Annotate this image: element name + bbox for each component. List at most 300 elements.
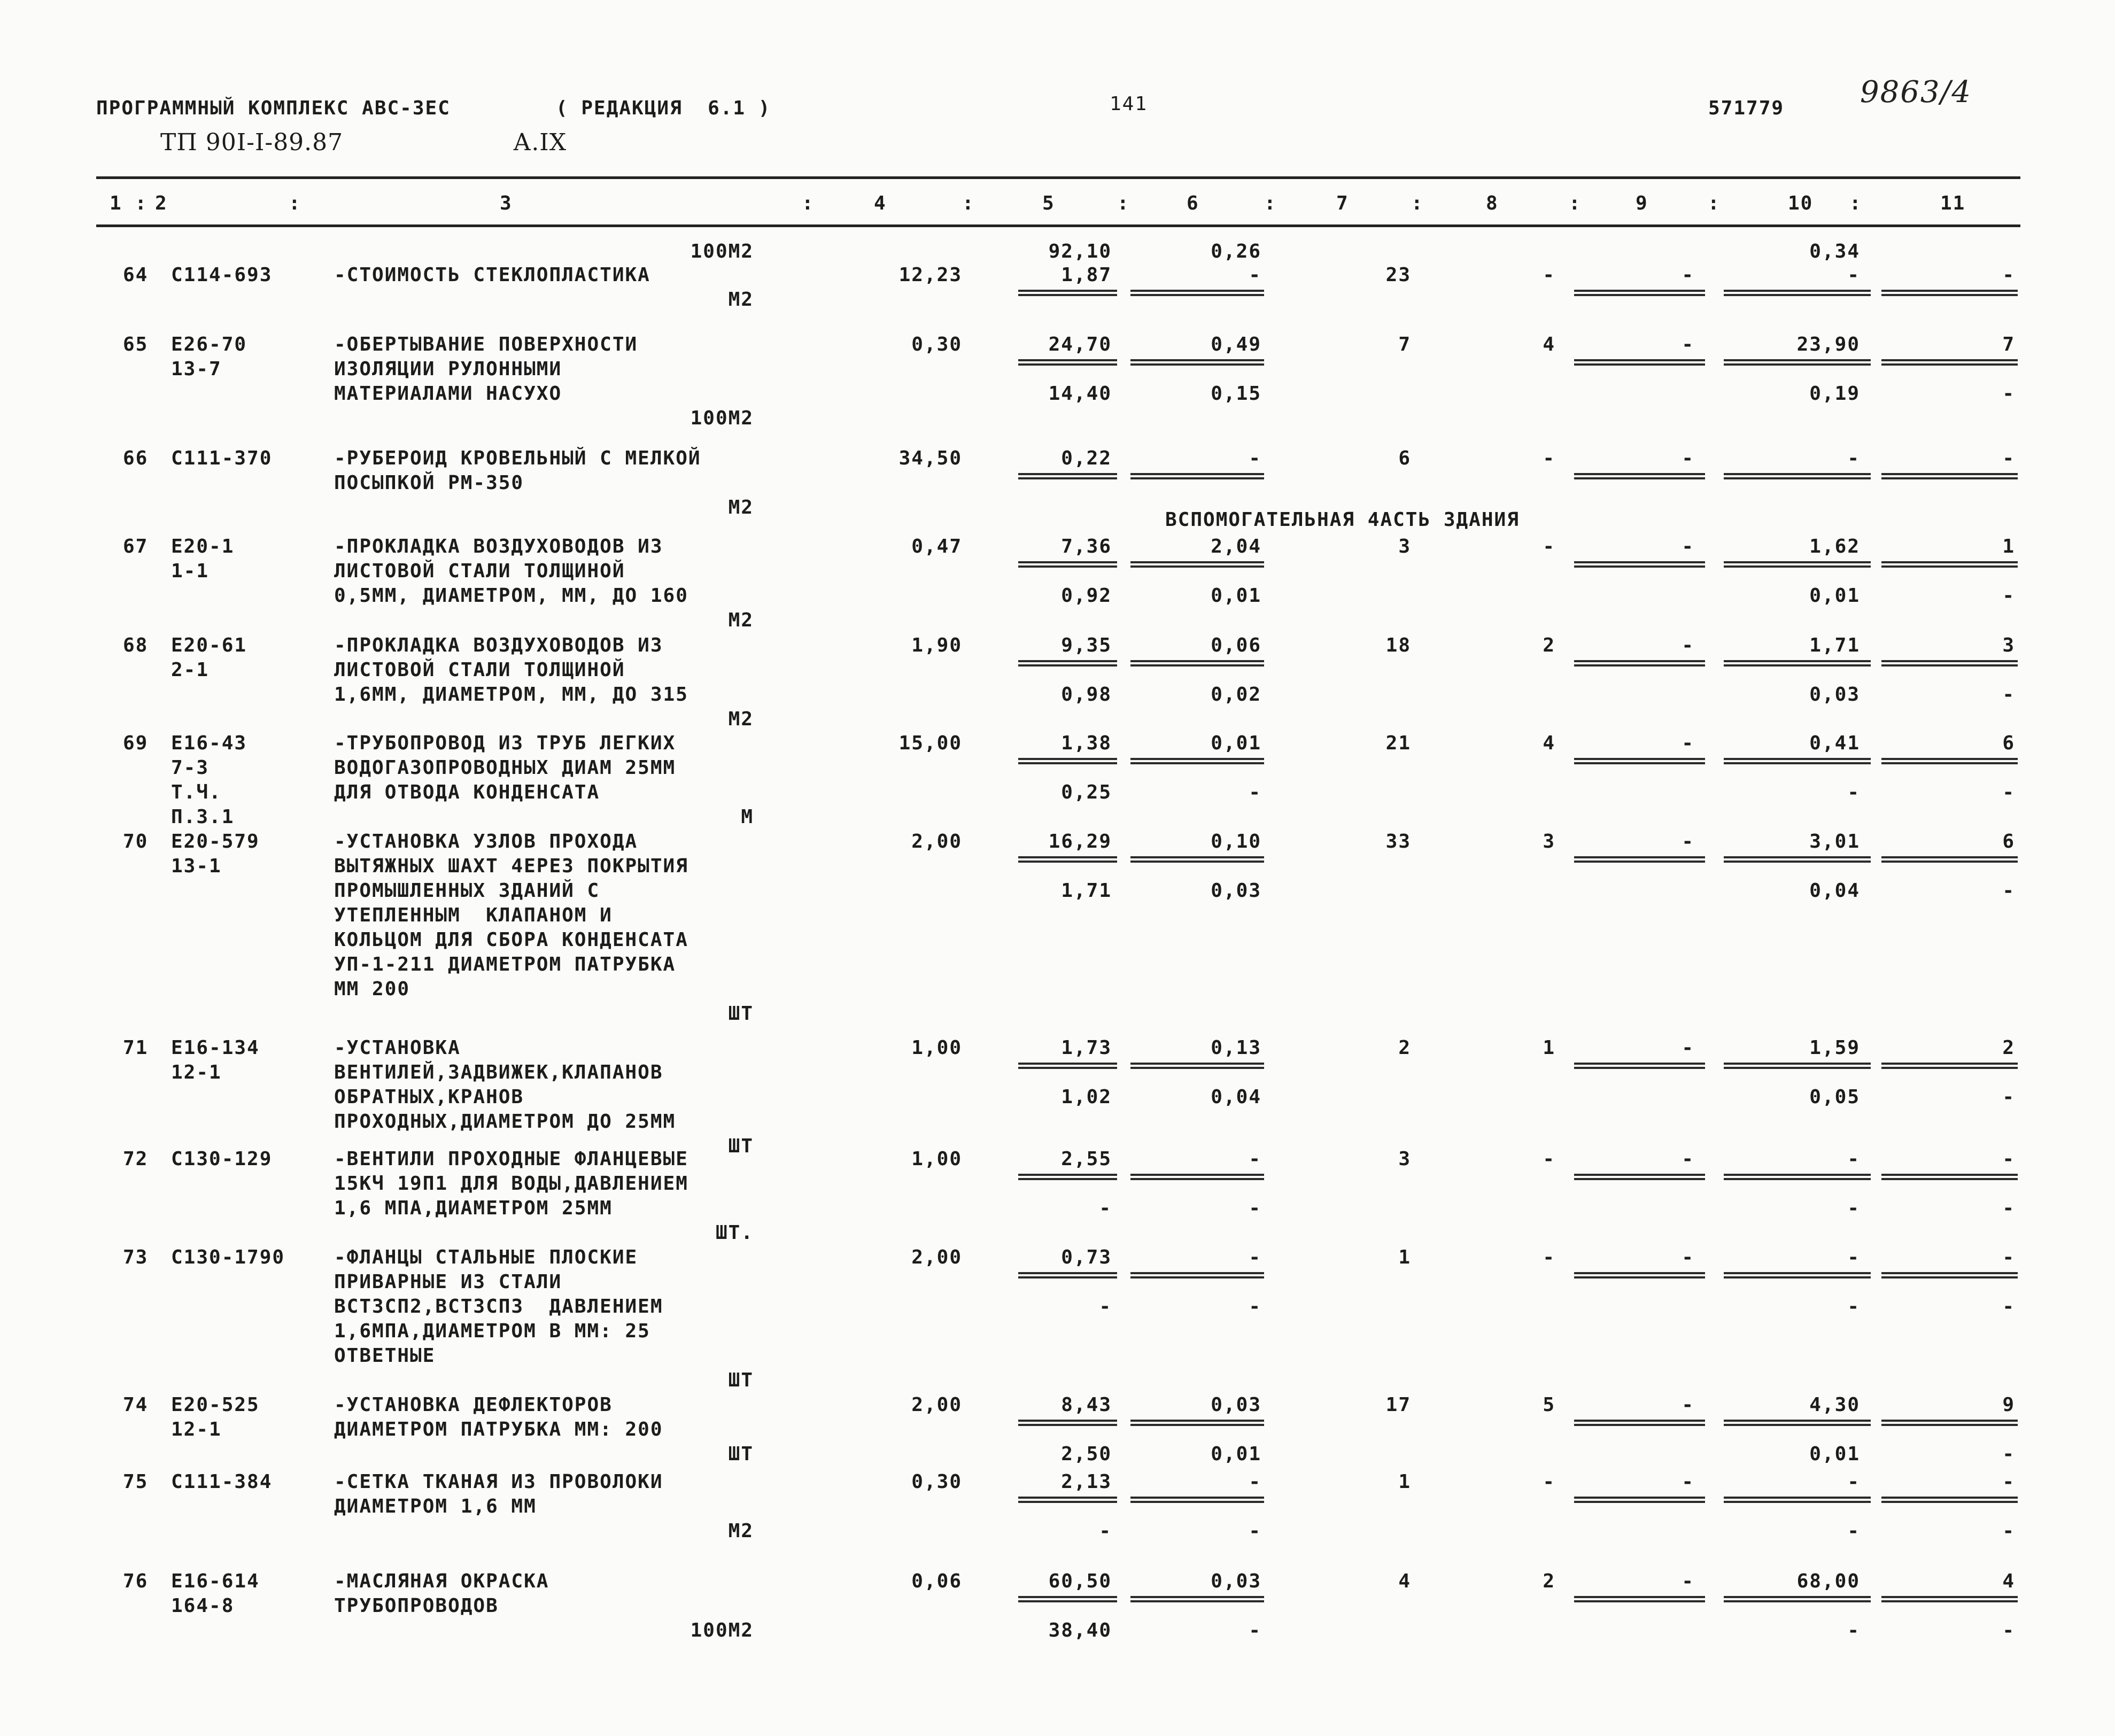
row-number: 74 (123, 1394, 149, 1416)
cell-c10b: 0,05 (1809, 1086, 1860, 1108)
cell-c7: 21 (1385, 732, 1411, 754)
column-header-cell: 1 : (110, 192, 148, 214)
cell-underline (1130, 1067, 1264, 1069)
column-header-cell: 7 (1336, 192, 1349, 214)
cell-underline (1574, 1276, 1705, 1278)
cell-underline (1130, 561, 1264, 563)
unit-label: ШТ. (715, 1222, 754, 1244)
unit-label: М (741, 806, 754, 828)
cell-underline (1881, 1178, 2018, 1180)
unit-label: М2 (728, 708, 754, 730)
cell-c6b: 0,04 (1211, 1086, 1261, 1108)
cell-total-cost: 0,34 (1809, 241, 1860, 262)
unit-label: 100М2 (690, 1619, 754, 1641)
cell-underline (1018, 758, 1117, 760)
cell-c6b: 0,03 (1211, 880, 1261, 902)
cell-underline (1881, 565, 2018, 568)
unit-label: 100М2 (690, 241, 754, 262)
cell-underline (1018, 359, 1117, 361)
cell-c11: - (2002, 264, 2015, 286)
estimate-code: 13-7 (171, 358, 222, 380)
work-name: ТРУБОПРОВОДОВ (334, 1595, 499, 1617)
cell-underline (1724, 660, 1871, 662)
cell-underline (1018, 1501, 1117, 1503)
cell-c11: 2 (2002, 1037, 2015, 1059)
cell-underline (1574, 565, 1705, 568)
cell-underline (1724, 1178, 1871, 1180)
cell-machine-cost: 0,26 (1211, 241, 1261, 262)
cell-underline (1574, 363, 1705, 366)
cell-quantity: 1,00 (911, 1037, 962, 1059)
row-number: 65 (123, 334, 149, 355)
cell-underline (1018, 1276, 1117, 1278)
estimate-code: 13-1 (171, 855, 222, 877)
row-number: 76 (123, 1570, 149, 1592)
row-number: 69 (123, 732, 149, 754)
cell-c5b: 0,98 (1061, 684, 1112, 706)
estimate-code: 1-1 (171, 560, 210, 582)
cell-c10: 0,41 (1809, 732, 1860, 754)
estimate-code: П.3.1 (171, 806, 235, 828)
cell-c5: 2,13 (1061, 1471, 1112, 1493)
estimate-code: Е26-70 (171, 334, 247, 355)
cell-quantity: 1,00 (911, 1148, 962, 1170)
cell-underline (1130, 363, 1264, 366)
cell-c11b: - (2002, 1619, 2015, 1641)
column-header-cell: 3 (500, 192, 513, 214)
cell-underline (1881, 561, 2018, 563)
cell-underline (1130, 1596, 1264, 1598)
cell-underline (1130, 294, 1264, 296)
cell-underline (1018, 477, 1117, 479)
cell-c10b: - (1847, 781, 1860, 803)
cell-underline (1574, 758, 1705, 760)
work-name: КОЛЬЦОМ ДЛЯ СБОРА КОНДЕНСАТА (334, 929, 688, 951)
cell-c8: - (1543, 536, 1555, 557)
cell-c6: 2,04 (1211, 536, 1261, 557)
cell-underline (1018, 1174, 1117, 1176)
work-name: ДЛЯ ОТВОДА КОНДЕНСАТА (334, 781, 600, 803)
cell-c5: 1,73 (1061, 1037, 1112, 1059)
cell-c11b: - (2002, 1443, 2015, 1465)
column-header-cell: : (1411, 192, 1424, 214)
cell-c6: 0,06 (1211, 634, 1261, 656)
cell-underline (1881, 1424, 2018, 1426)
work-name: -СЕТКА ТКАНАЯ ИЗ ПРОВОЛОКИ (334, 1471, 663, 1493)
work-name: -ВЕНТИЛИ ПРОХОДНЫЕ ФЛАНЦЕВЫЕ (334, 1148, 688, 1170)
cell-c6: - (1249, 1148, 1261, 1170)
cell-underline (1724, 1596, 1871, 1598)
cell-underline (1130, 1272, 1264, 1274)
work-name: -УСТАНОВКА УЗЛОВ ПРОХОДА (334, 831, 638, 852)
cell-c5: 9,35 (1061, 634, 1112, 656)
cell-underline (1018, 1063, 1117, 1065)
cell-c7: 4 (1398, 1570, 1411, 1592)
cell-underline (1881, 477, 2018, 479)
estimate-code: 7-3 (171, 757, 210, 779)
cell-underline (1018, 1596, 1117, 1598)
cell-underline (1018, 290, 1117, 292)
cell-underline (1724, 1067, 1871, 1069)
column-header-cell: : (1264, 192, 1277, 214)
cell-underline (1881, 1596, 2018, 1598)
cell-c11b: - (2002, 880, 2015, 902)
cell-underline (1130, 477, 1264, 479)
cell-underline (1724, 1174, 1871, 1176)
estimate-code: Е20-525 (171, 1394, 260, 1416)
cell-underline (1130, 565, 1264, 568)
cell-c5: 60,50 (1048, 1570, 1112, 1592)
cell-c5b: 1,71 (1061, 880, 1112, 902)
column-header-cell: 11 (1940, 192, 1966, 214)
cell-c7: 1 (1398, 1246, 1411, 1268)
column-header-cell: 6 (1187, 192, 1199, 214)
cell-c8: - (1543, 1471, 1555, 1493)
cell-underline (1018, 1067, 1117, 1069)
cell-c8: 1 (1543, 1037, 1555, 1059)
cell-c9: - (1682, 334, 1694, 355)
edition-label: ( РЕДАКЦИЯ 6.1 ) (556, 97, 771, 119)
cell-underline (1724, 290, 1871, 292)
cell-underline (1724, 363, 1871, 366)
cell-c10b: 0,01 (1809, 1443, 1860, 1465)
cell-underline (1724, 1063, 1871, 1065)
cell-c8: - (1543, 264, 1555, 286)
section-note: ВСПОМОГАТЕЛЬНАЯ 4АСТЬ ЗДАНИЯ (1165, 509, 1520, 531)
cell-c10: - (1847, 1471, 1860, 1493)
work-name: -ПРОКЛАДКА ВОЗДУХОВОДОВ ИЗ (334, 536, 663, 557)
cell-underline (1130, 664, 1264, 666)
cell-underline (1881, 1063, 2018, 1065)
work-name: УТЕПЛЕННЫМ КЛАПАНОМ И (334, 904, 613, 926)
cell-c6b: 0,02 (1211, 684, 1261, 706)
program-title: ПРОГРАММНЫЙ КОМПЛЕКС АВС-ЗЕС (96, 97, 451, 119)
page-number: 141 (1110, 93, 1148, 115)
cell-underline (1574, 473, 1705, 475)
cell-underline (1130, 1178, 1264, 1180)
cell-underline (1574, 1420, 1705, 1422)
estimate-code: 12-1 (171, 1061, 222, 1083)
cell-underline (1130, 1420, 1264, 1422)
cell-underline (1574, 861, 1705, 863)
cell-underline (1724, 1420, 1871, 1422)
cell-c9: - (1682, 447, 1694, 469)
estimate-code: 2-1 (171, 659, 210, 681)
cell-underline (1574, 290, 1705, 292)
cell-underline (1881, 359, 2018, 361)
cell-c11: 3 (2002, 634, 2015, 656)
cell-c11b: - (2002, 1086, 2015, 1108)
cell-quantity: 34,50 (898, 447, 962, 469)
cell-c11b: - (2002, 383, 2015, 405)
cell-underline (1130, 660, 1264, 662)
cell-underline (1018, 861, 1117, 863)
cell-underline (1724, 561, 1871, 563)
cell-c11: 4 (2002, 1570, 2015, 1592)
cell-c5: 24,70 (1048, 334, 1112, 355)
row-number: 68 (123, 634, 149, 656)
cell-c8: - (1543, 1246, 1555, 1268)
cell-underline (1724, 1600, 1871, 1602)
cell-underline (1018, 1424, 1117, 1426)
estimate-code: С111-370 (171, 447, 273, 469)
cell-underline (1724, 861, 1871, 863)
cell-c10b: 0,04 (1809, 880, 1860, 902)
cell-c5: 2,55 (1061, 1148, 1112, 1170)
cell-quantity: 2,00 (911, 1394, 962, 1416)
cell-c5: 8,43 (1061, 1394, 1112, 1416)
unit-label: ШТ (728, 1003, 754, 1025)
cell-underline (1574, 1501, 1705, 1503)
estimate-code: 12-1 (171, 1419, 222, 1440)
cell-c11b: - (2002, 684, 2015, 706)
cell-underline (1574, 1067, 1705, 1069)
cell-underline (1130, 1497, 1264, 1499)
cell-underline (1881, 294, 2018, 296)
cell-c10: 23,90 (1796, 334, 1860, 355)
cell-underline (1881, 758, 2018, 760)
cell-c5: 1,87 (1061, 264, 1112, 286)
cell-underline (1574, 294, 1705, 296)
cell-c9: - (1682, 264, 1694, 286)
cell-underline (1881, 1501, 2018, 1503)
cell-underline (1130, 1501, 1264, 1503)
cell-quantity: 0,06 (911, 1570, 962, 1592)
cell-underline (1881, 1276, 2018, 1278)
column-header-cell: 9 (1636, 192, 1648, 214)
cell-underline (1574, 1600, 1705, 1602)
row-number: 71 (123, 1037, 149, 1059)
cell-underline (1130, 1174, 1264, 1176)
cell-c5b: - (1099, 1197, 1112, 1219)
cell-c6: 0,10 (1211, 831, 1261, 852)
cell-underline (1881, 861, 2018, 863)
cell-c8: 2 (1543, 1570, 1555, 1592)
cell-underline (1574, 664, 1705, 666)
cell-c10b: - (1847, 1520, 1860, 1542)
work-name: 1,6 МПА,ДИАМЕТРОМ 25ММ (334, 1197, 613, 1219)
cell-c5b: 0,25 (1061, 781, 1112, 803)
cell-c6: 0,49 (1211, 334, 1261, 355)
work-name: ЛИСТОВОЙ СТАЛИ ТОЛЩИНОЙ (334, 659, 625, 681)
cell-underline (1018, 294, 1117, 296)
cell-c6b: - (1249, 1619, 1261, 1641)
cell-c5: 0,22 (1061, 447, 1112, 469)
cell-c6: - (1249, 1246, 1261, 1268)
header-bottom-rule (96, 224, 2020, 227)
cell-c11: - (2002, 1471, 2015, 1493)
cell-underline (1018, 664, 1117, 666)
row-number: 64 (123, 264, 149, 286)
cell-c8: 4 (1543, 732, 1555, 754)
cell-c10: - (1847, 1148, 1860, 1170)
cell-c8: - (1543, 1148, 1555, 1170)
unit-label: ШТ (728, 1443, 754, 1465)
row-number: 75 (123, 1471, 149, 1493)
cell-c6: - (1249, 1471, 1261, 1493)
estimate-code: С130-1790 (171, 1246, 285, 1268)
estimate-code: С111-384 (171, 1471, 273, 1493)
cell-c10: 1,62 (1809, 536, 1860, 557)
cell-quantity: 2,00 (911, 1246, 962, 1268)
column-header-cell: 10 (1788, 192, 1814, 214)
row-number: 72 (123, 1148, 149, 1170)
cell-underline (1018, 1420, 1117, 1422)
cell-c8: 2 (1543, 634, 1555, 656)
work-name: ПРИВАРНЫЕ ИЗ СТАЛИ (334, 1271, 562, 1293)
cell-underline (1574, 1063, 1705, 1065)
cell-c6: 0,03 (1211, 1570, 1261, 1592)
cell-c10: - (1847, 1246, 1860, 1268)
column-header-cell: : (1569, 192, 1582, 214)
cell-c9: - (1682, 1246, 1694, 1268)
cell-underline (1724, 762, 1871, 764)
work-name: ИЗОЛЯЦИИ РУЛОННЫМИ (334, 358, 562, 380)
cell-quantity: 0,30 (911, 334, 962, 355)
cell-c8: 3 (1543, 831, 1555, 852)
cell-c10: - (1847, 447, 1860, 469)
cell-c9: - (1682, 1394, 1694, 1416)
unit-label: М2 (728, 497, 754, 518)
cell-direct-cost: 92,10 (1048, 241, 1112, 262)
cell-underline (1018, 1600, 1117, 1602)
cell-underline (1574, 1424, 1705, 1426)
cell-c10b: 0,19 (1809, 383, 1860, 405)
cell-c5b: 2,50 (1061, 1443, 1112, 1465)
work-name: ОТВЕТНЫЕ (334, 1345, 436, 1367)
cell-quantity: 2,00 (911, 831, 962, 852)
cell-underline (1018, 363, 1117, 366)
cell-c9: - (1682, 831, 1694, 852)
work-name: -МАСЛЯНАЯ ОКРАСКА (334, 1570, 549, 1592)
cell-c11: 1 (2002, 536, 2015, 557)
cell-c6b: 0,01 (1211, 585, 1261, 607)
cell-c7: 17 (1385, 1394, 1411, 1416)
unit-label: ШТ (728, 1135, 754, 1157)
cell-c11: - (2002, 447, 2015, 469)
estimate-code: Е16-43 (171, 732, 247, 754)
work-name: -УСТАНОВКА ДЕФЛЕКТОРОВ (334, 1394, 613, 1416)
column-header-cell: : (1849, 192, 1862, 214)
cell-c6: 0,01 (1211, 732, 1261, 754)
estimate-code: С114-693 (171, 264, 273, 286)
cell-underline (1018, 1497, 1117, 1499)
cell-c9: - (1682, 634, 1694, 656)
cell-underline (1724, 565, 1871, 568)
cell-c7: 3 (1398, 536, 1411, 557)
cell-c11b: - (2002, 1197, 2015, 1219)
cell-underline (1130, 758, 1264, 760)
cell-underline (1574, 1596, 1705, 1598)
work-name: ПОСЫПКОЙ РМ-350 (334, 472, 524, 494)
cell-underline (1018, 565, 1117, 568)
cell-c5b: 14,40 (1048, 383, 1112, 405)
cell-underline (1724, 359, 1871, 361)
cell-c6: 0,03 (1211, 1394, 1261, 1416)
column-header-cell: 2 (155, 192, 168, 214)
cell-underline (1724, 1276, 1871, 1278)
cell-underline (1881, 660, 2018, 662)
cell-c11b: - (2002, 585, 2015, 607)
cell-c5b: - (1099, 1520, 1112, 1542)
cell-underline (1881, 1174, 2018, 1176)
cell-underline (1724, 294, 1871, 296)
cell-c10b: - (1847, 1296, 1860, 1318)
sheet-reference: 9863/4 (1860, 75, 1972, 110)
cell-underline (1130, 1063, 1264, 1065)
cell-c6: - (1249, 264, 1261, 286)
estimate-code: Е20-579 (171, 831, 260, 852)
work-name: УП-1-211 ДИАМЕТРОМ ПАТРУБКА (334, 954, 676, 975)
cell-underline (1881, 1497, 2018, 1499)
cell-underline (1881, 664, 2018, 666)
cell-c10b: 0,03 (1809, 684, 1860, 706)
work-name: ММ 200 (334, 978, 410, 1000)
cell-underline (1881, 856, 2018, 858)
cell-underline (1574, 477, 1705, 479)
cell-c9: - (1682, 536, 1694, 557)
project-code: ТП 90I-I-89.87 (160, 129, 344, 156)
cell-underline (1018, 1178, 1117, 1180)
unit-label: М2 (728, 609, 754, 631)
cell-c6b: 0,15 (1211, 383, 1261, 405)
cell-c9: - (1682, 1471, 1694, 1493)
cell-c8: - (1543, 447, 1555, 469)
estimate-code: Е16-134 (171, 1037, 260, 1059)
cell-quantity: 12,23 (898, 264, 962, 286)
work-name: МАТЕРИАЛАМИ НАСУХО (334, 383, 562, 405)
cell-c5b: - (1099, 1296, 1112, 1318)
estimate-code: Е16-614 (171, 1570, 260, 1592)
column-header-cell: : (802, 192, 815, 214)
work-name: 15КЧ 19П1 ДЛЯ ВОДЫ,ДАВЛЕНИЕМ (334, 1173, 688, 1195)
doc-code: 571779 (1708, 97, 1785, 119)
cell-underline (1130, 856, 1264, 858)
cell-underline (1724, 856, 1871, 858)
cell-underline (1881, 1600, 2018, 1602)
row-number: 66 (123, 447, 149, 469)
cell-c11b: - (2002, 1296, 2015, 1318)
cell-underline (1130, 473, 1264, 475)
cell-underline (1574, 1178, 1705, 1180)
work-name: ЛИСТОВОЙ СТАЛИ ТОЛЩИНОЙ (334, 560, 625, 582)
estimate-code: С130-129 (171, 1148, 273, 1170)
estimate-code: 164-8 (171, 1595, 235, 1617)
cell-underline (1574, 856, 1705, 858)
cell-c5: 7,36 (1061, 536, 1112, 557)
row-number: 67 (123, 536, 149, 557)
cell-c6b: - (1249, 781, 1261, 803)
cell-underline (1724, 1272, 1871, 1274)
column-header-cell: : (962, 192, 975, 214)
album-label: А.IX (513, 129, 567, 156)
cell-underline (1724, 477, 1871, 479)
cell-c7: 23 (1385, 264, 1411, 286)
unit-label: М2 (728, 1520, 754, 1542)
cell-c7: 2 (1398, 1037, 1411, 1059)
cell-c7: 33 (1385, 831, 1411, 852)
cell-underline (1881, 1067, 2018, 1069)
cell-c5: 1,38 (1061, 732, 1112, 754)
cell-c11b: - (2002, 1520, 2015, 1542)
cell-underline (1130, 1276, 1264, 1278)
cell-underline (1724, 758, 1871, 760)
cell-underline (1130, 861, 1264, 863)
cell-c11: 7 (2002, 334, 2015, 355)
cell-underline (1881, 363, 2018, 366)
table-top-rule (96, 176, 2020, 179)
work-name: 0,5ММ, ДИАМЕТРОМ, ММ, ДО 160 (334, 585, 688, 607)
